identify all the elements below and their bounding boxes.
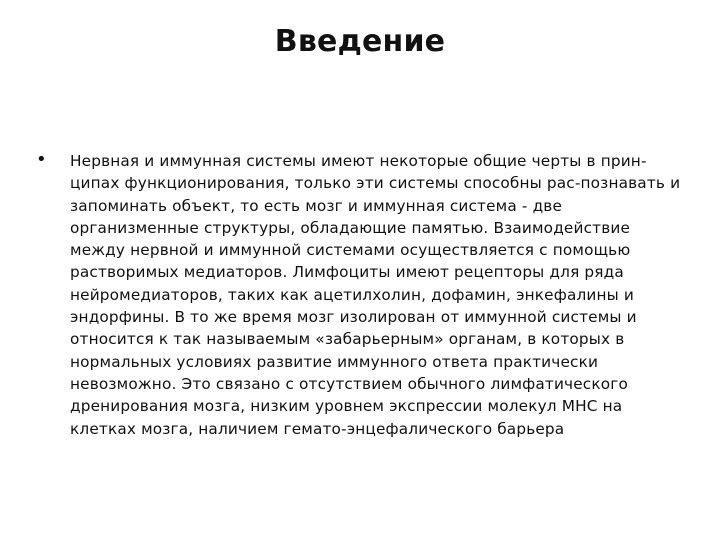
bullet-icon: •: [36, 149, 47, 170]
slide-title: Введение: [274, 24, 446, 59]
slide-body: [36, 150, 686, 440]
bullet-text: Нервная и иммунная системы имеют некоторые общие черты в прин-ципах функционирования, только эти системы способны рас-познавать и запоминать объект, то есть мозг и иммунная система - две организменные структуры, обладающие памятью. Взаимодействие между нервной и иммунной системами осуществляется с помощью растворимых медиаторов. Лимфоциты имеют рецепторы для ряда нейромедиаторов, таких как ацетилхолин, дофамин, энкефалины и эндорфины. В то же время мозг изолирован от иммунной системы и относится к так называемым «забарьерным» органам, в которых в нормальных условиях развитие иммунного ответа практически невозможно. Это связано с отсутствием обычного лимфатического дренирования мозга, низким уровнем экспрессии молекул МНС на клетках мозга, наличием гемато-энцефалического барьера: [70, 152, 681, 438]
bullet-item: [36, 150, 686, 440]
